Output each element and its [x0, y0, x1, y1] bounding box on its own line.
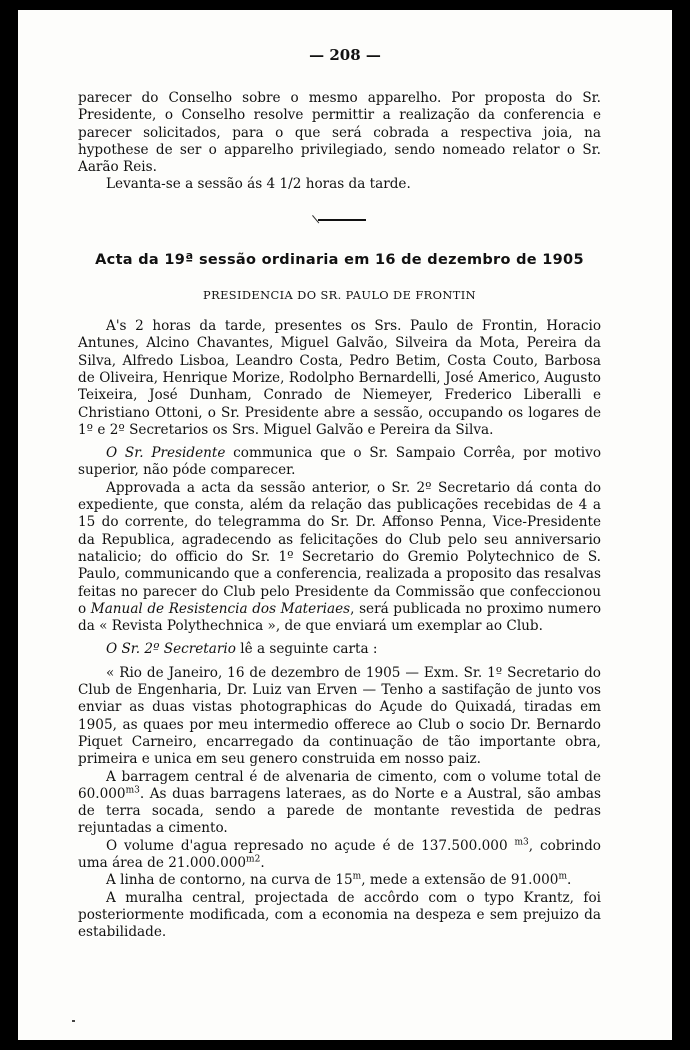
paragraph-presidente: O Sr. Presidente communica que o Sr. Sampaio Corrêa, por motivo superior, não póde comparecer. [78, 445, 602, 479]
paragraph-expediente: Approvada a acta da sessão anterior, o Sr. 2º Secretario dá conta do expediente, que consta, além da relação das publicações recebidas de 4 a 15 do corrente, do telegramma do Sr. Dr. Affonso Penna, Vice-Presidente da Republica, agradecendo as felicitações do Club pelo seu anniversario natalicio; do officio do Sr. 1º Secretario do Gremio Polytechnico de S. Paulo, communicando que a conferencia, realizada a proposito das resalvas feitas no parecer do Club pelo Presidente da Commissão que confeccionou o Manual de Resistencia dos Materiaes, será publicada no proximo numero da « Revista Polythechnica », de que enviará um exemplar ao Club. [78, 479, 601, 635]
section-divider [314, 214, 366, 226]
paragraph-letter: « Rio de Janeiro, 16 de dezembro de 1905 — Exm. Sr. 1º Secretario do Club de Engenharia, Dr. Luiz van Erven — Tenho a sastifação de junto vos enviar as duas vistas photographicas do Açude do Quixadá, tiradas em 1905, as quaes por meu intermedio offerece ao Club o socio Dr. Bernardo Piquet Carneiro, encarregado da continuação de tão importante obra, primeira e unica em seu genero construida em nosso paiz. [78, 664, 601, 768]
paragraph-secretario: O Sr. 2º Secretario lê a seguinte carta : [106, 641, 378, 658]
page-number: — 208 — [309, 46, 381, 64]
paragraph-contorno: A linha de contorno, na curva de 15$^m$, mede a extensão de 91.000$^m$. [106, 871, 572, 889]
speaker-secretario: O Sr. 2º Secretario [106, 641, 236, 658]
document-page [18, 10, 672, 1040]
speaker-presidente: O Sr. Presidente [106, 445, 226, 462]
manual-title: Manual de Resistencia dos Materiaes [90, 600, 351, 617]
paragraph-barragem: A barragem central é de alvenaria de cimento, com o volume total de $60.000^{m3}$. As duas barragens lateraes, as do Norte e a Austral, são ambas de terra socada, sendo a parede de montante revestida de pedras rejuntadas a cimento. [78, 768, 601, 837]
section-heading: Acta da 19ª sessão ordinaria em 16 de dezembro de 1905 [95, 251, 584, 268]
paragraph-attendance: A's 2 horas da tarde, presentes os Srs. Paulo de Frontin, Horacio Antunes, Alcino Chavantes, Miguel Galvão, Silveira da Mota, Pereira da Silva, Alfredo Lisboa, Leandro Costa, Pedro Betim, Costa Couto, Barbosa de Oliveira, Henrique Morize, Rodolpho Bernardelli, José Americo, Augusto Teixeira, José Dunham, Conrado de Niemeyer, Frederico Liberalli e Christiano Ottoni, o Sr. Presidente abre a sessão, occupando os logares de 1º e 2º Secretarios os Srs. Miguel Galvão e Pereira da Silva. [78, 318, 601, 438]
paragraph-parecer: parecer do Conselho sobre o mesmo apparelho. Por proposta do Sr. Presidente, o Conselho resolve permittir a realização da conferencia e parecer solicitados, para o que será cobrada a respectiva joia, na hypothese de ser o apparelho privilegiado, sendo nomeado relator o Sr. Aarão Reis. [78, 90, 601, 176]
paragraph-levanta: Levanta-se a sessão ás 4 1/2 horas da tarde. [106, 176, 411, 193]
page-content [78, 90, 601, 941]
ink-speck [72, 1020, 75, 1022]
presidency-subheading: PRESIDENCIA DO SR. PAULO DE FRONTIN [203, 287, 476, 302]
paragraph-muralha: A muralha central, projectada de accôrdo com o typo Krantz, foi posteriormente modificada, com a economia na despeza e sem prejuizo da estabilidade. [78, 889, 601, 941]
paragraph-volume: O volume d'agua represado no açude é de 137.500.000 $^{m3}$, cobrindo uma área de $21.000.000^{m2}$. [78, 837, 601, 871]
